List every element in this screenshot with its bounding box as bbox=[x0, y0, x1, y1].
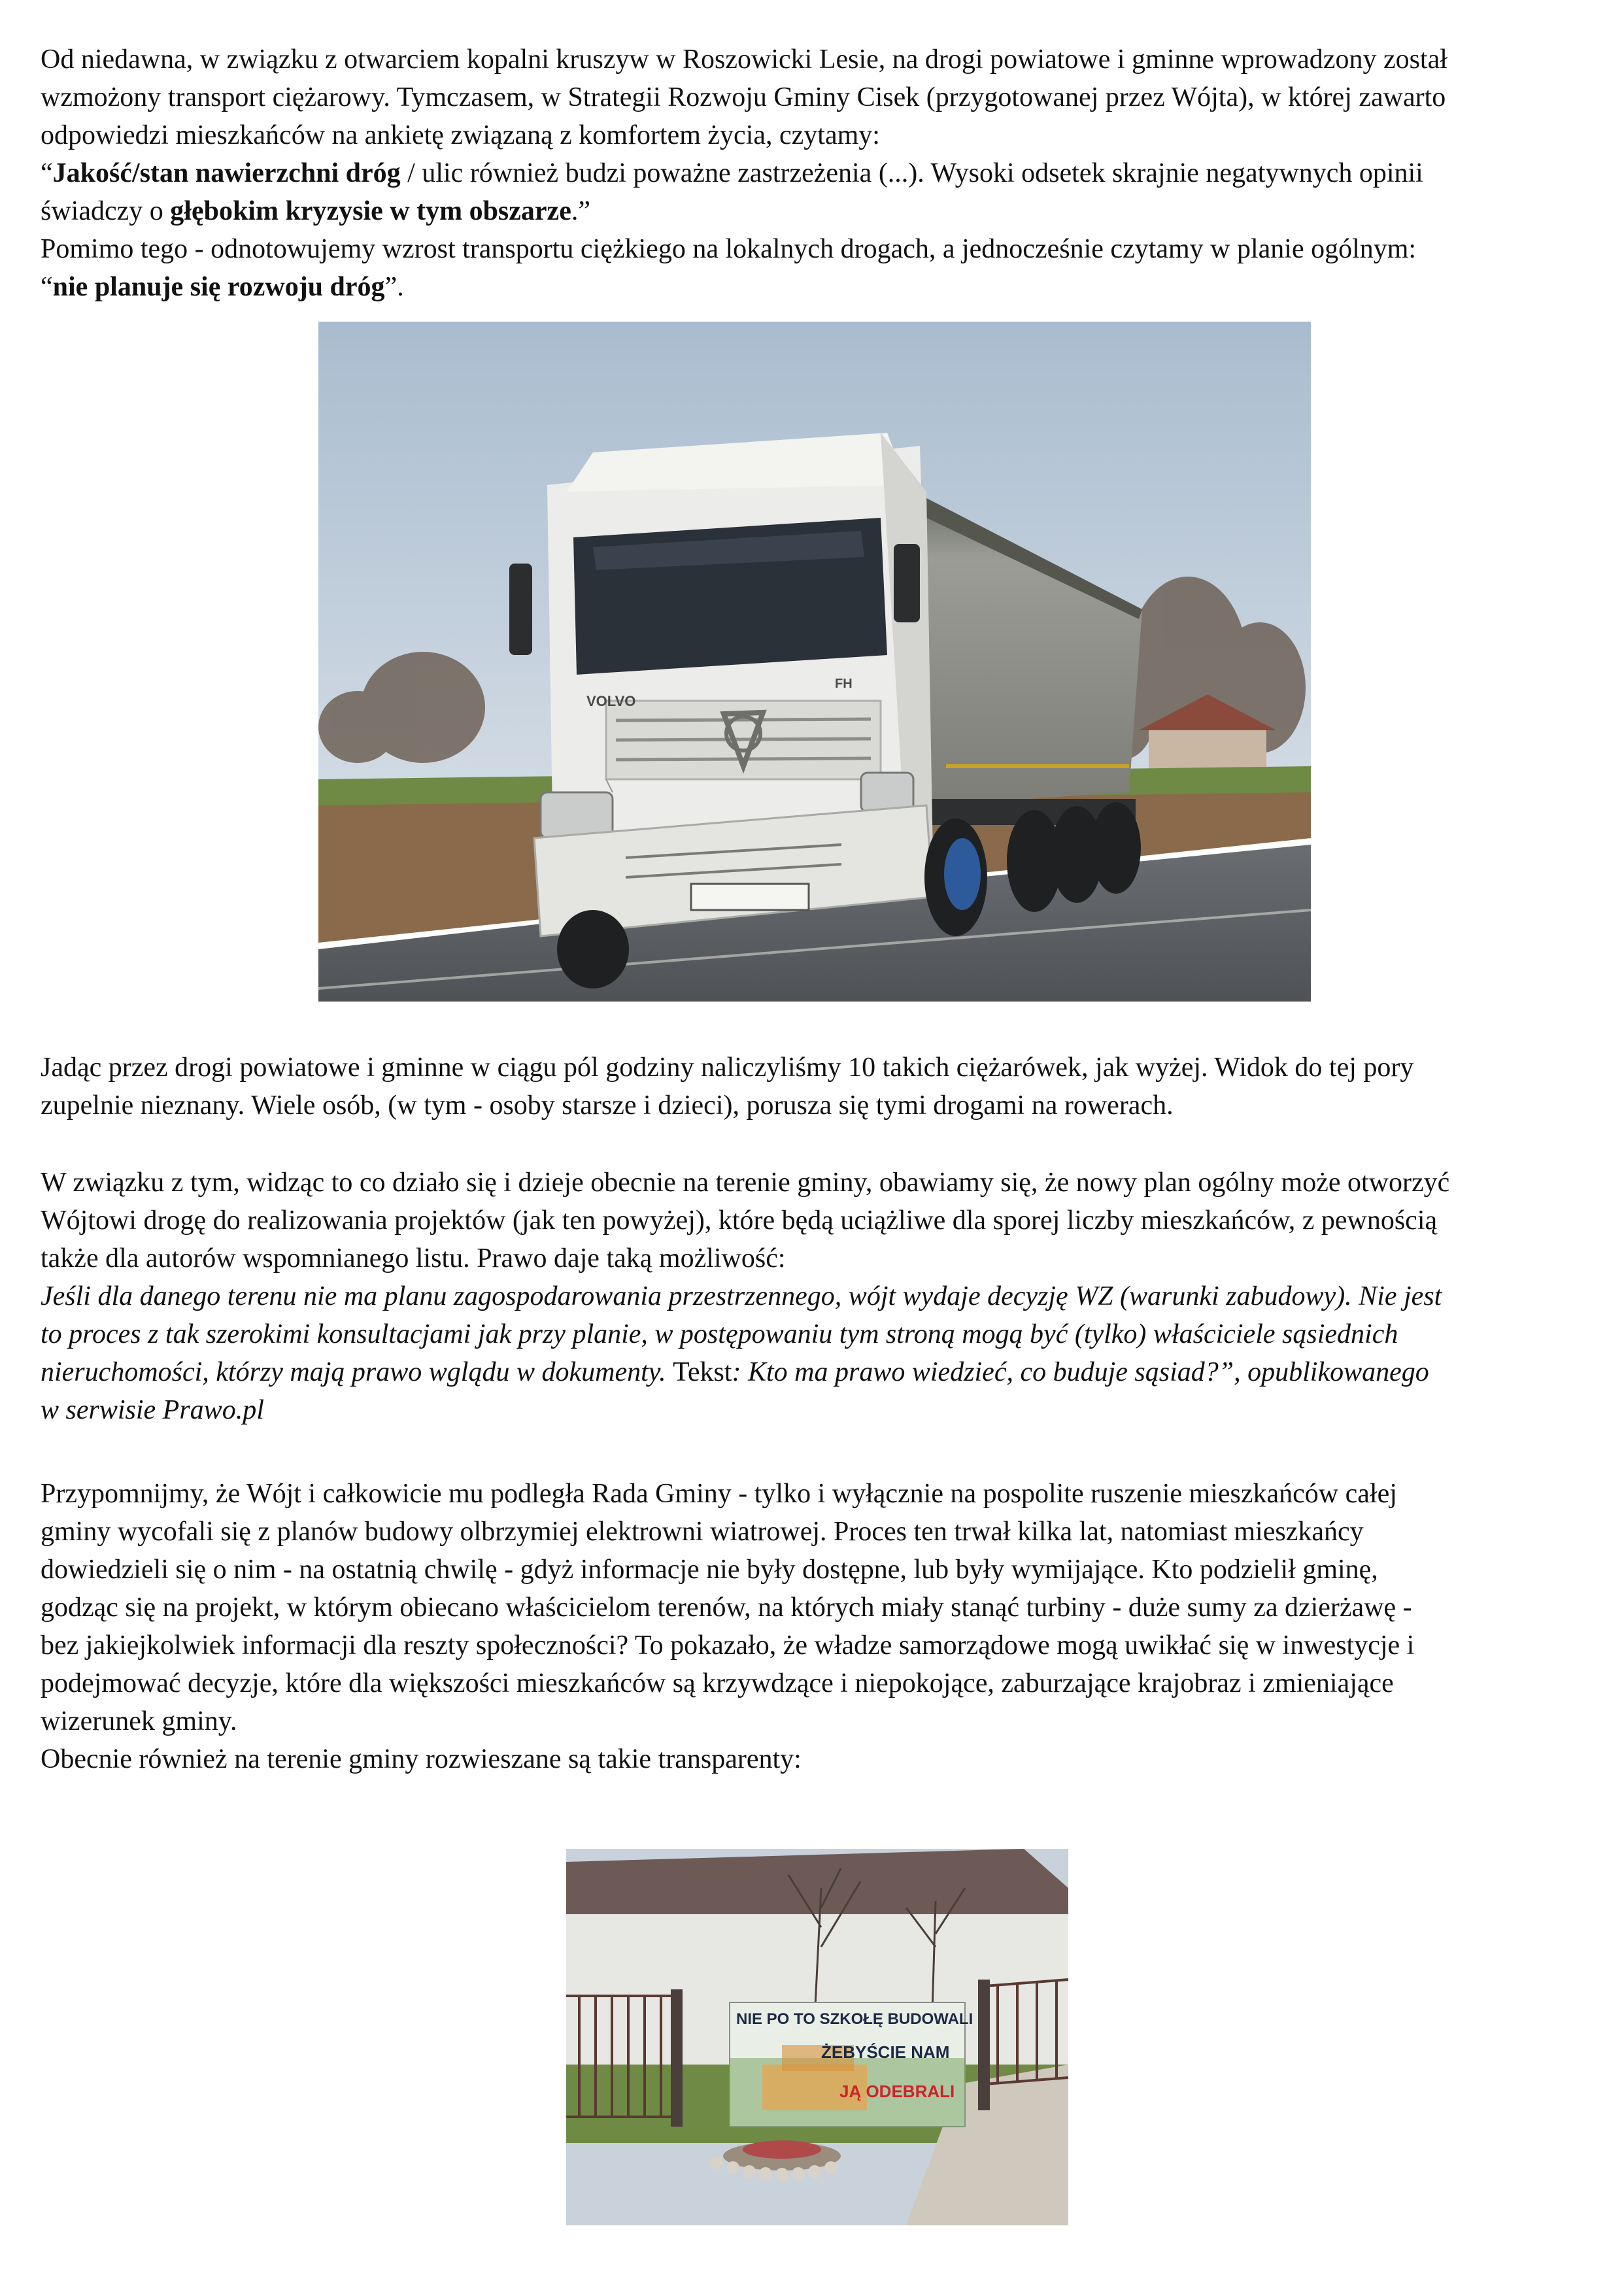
citation-plain: Tekst bbox=[673, 1357, 732, 1387]
italic-quote: nieruchomości, którzy mają prawo wglądu w dokumenty. bbox=[41, 1357, 673, 1387]
text-line: Obecnie również na terenie gminy rozwieszane są takie transparenty: bbox=[41, 1744, 802, 1774]
trucks-count-paragraph bbox=[41, 1049, 1590, 1124]
quote-bold-crisis: głębokim kryzysie w tym obszarze bbox=[170, 196, 571, 226]
italic-quote-line: to proces z tak szerokimi konsultacjami jak przy planie, w postępowaniu tym stroną mogą być (tylko) właściciele sąsiednich bbox=[41, 1319, 1398, 1349]
quote-post: .” bbox=[571, 196, 590, 226]
banner-line-1: NIE PO TO SZKOŁĘ BUDOWALI bbox=[736, 2010, 973, 2028]
intro-paragraph bbox=[41, 41, 1590, 306]
law-paragraph bbox=[41, 1164, 1590, 1429]
text-line: wzmożony transport ciężarowy. Tymczasem, w Strategii Rozwoju Gminy Cisek (przygotowanej przez Wójta), w której zawarto bbox=[41, 82, 1446, 112]
text-line: wizerunek gminy. bbox=[41, 1706, 237, 1736]
quote-post: ”. bbox=[384, 272, 404, 302]
citation-line bbox=[41, 1353, 1590, 1391]
text-line: Jadąc przez drogi powiatowe i gminne w ciągu pól godziny naliczyliśmy 10 takich ciężarówek, jak wyżej. Widok do tej pory bbox=[41, 1053, 1414, 1083]
cab-model: FH bbox=[835, 677, 853, 691]
quote-line bbox=[41, 268, 1590, 306]
text-line: także dla autorów wspomnianego listu. Prawo daje taką możliwość: bbox=[41, 1243, 786, 1274]
text-line: bez jakiejkolwiek informacji dla reszty społeczności? To pokazało, że władze samorządowe mogą uwikłać się w inwestycje i bbox=[41, 1630, 1415, 1661]
wind-farm-paragraph bbox=[41, 1475, 1590, 1778]
license-plate bbox=[691, 884, 809, 910]
citation-title: : Kto ma prawo wiedzieć, co buduje sąsiad?”, opublikowanego bbox=[732, 1357, 1429, 1387]
quote-bold-no-roads: nie planuje się rozwoju dróg bbox=[52, 272, 385, 302]
quote-line bbox=[41, 192, 1590, 230]
text-line: Przypomnijmy, że Wójt i całkowicie mu podległa Rada Gminy - tylko i wyłącznie na pospolite ruszenie mieszkańców całej bbox=[41, 1479, 1397, 1509]
text-line: gminy wycofali się z planów budowy olbrzymiej elektrowni wiatrowej. Proces ten trwał kilka lat, natomiast mieszkańcy bbox=[41, 1517, 1364, 1547]
grille-brand: VOLVO bbox=[586, 693, 636, 709]
quote-line bbox=[41, 154, 1590, 192]
headlight-left bbox=[541, 792, 613, 838]
text-line: W związku z tym, widząc to co działo się i dzieje obecnie na terenie gminy, obawiamy się, że nowy plan ogólny może otworzyć bbox=[41, 1168, 1450, 1198]
banner-line-2: ŻEBYŚCIE NAM bbox=[821, 2042, 950, 2062]
text-line: dowiedzieli się o nim - na ostatnią chwilę - gdyż informacje nie były dostępne, lub były wymijające. Kto podzielił gminę, bbox=[41, 1555, 1378, 1585]
italic-quote-line: Jeśli dla danego terenu nie ma planu zagospodarowania przestrzennego, wójt wydaje decyzję WZ (warunki zabudowy). Nie jest bbox=[41, 1281, 1442, 1311]
quote-bold-road-quality: Jakość/stan nawierzchni dróg bbox=[52, 158, 401, 188]
text-line: odpowiedzi mieszkańców na ankietę związaną z komfortem życia, czytamy: bbox=[41, 120, 880, 150]
truck-photo bbox=[318, 322, 1311, 1002]
quote-open: “ bbox=[41, 272, 53, 302]
banner-line-3: JĄ ODEBRALI bbox=[839, 2082, 955, 2101]
text-line: Od niedawna, w związku z otwarciem kopalni kruszyw w Roszowicki Lesie, na drogi powiatowe i gminne wprowadzony został bbox=[41, 44, 1447, 75]
text-line: godząc się na projekt, w którym obiecano właścicielom terenów, na których miały stanąć turbiny - duże sumy za dzierżawę - bbox=[41, 1593, 1412, 1623]
banner-photo bbox=[566, 1849, 1068, 2225]
front-wheel bbox=[557, 910, 629, 988]
text-line: Pomimo tego - odnotowujemy wzrost transportu ciężkiego na lokalnych drogach, a jednocześnie czytamy w planie ogólnym: bbox=[41, 234, 1417, 264]
headlight-right bbox=[861, 773, 913, 812]
text-line: Wójtowi drogę do realizowania projektów (jak ten powyżej), które będą uciążliwe dla sporej liczby mieszkańców, z pewnością bbox=[41, 1206, 1438, 1236]
citation-source: w serwisie Prawo.pl bbox=[41, 1395, 264, 1425]
quote-rest: / ulic również budzi poważne zastrzeżenia (...). Wysoki odsetek skrajnie negatywnych opinii bbox=[400, 158, 1423, 188]
text-line: podejmować decyzje, które dla większości mieszkańców są krzywdzące i niepokojące, zaburzające krajobraz i zmieniające bbox=[41, 1668, 1394, 1698]
mirror-right bbox=[894, 544, 920, 622]
mirror-left bbox=[509, 564, 532, 655]
quote-open: “ bbox=[41, 158, 53, 188]
quote-pre: świadczy o bbox=[41, 196, 171, 226]
text-line: zupelnie nieznany. Wiele osób, (w tym - osoby starsze i dzieci), porusza się tymi drogami na rowerach. bbox=[41, 1090, 1174, 1121]
